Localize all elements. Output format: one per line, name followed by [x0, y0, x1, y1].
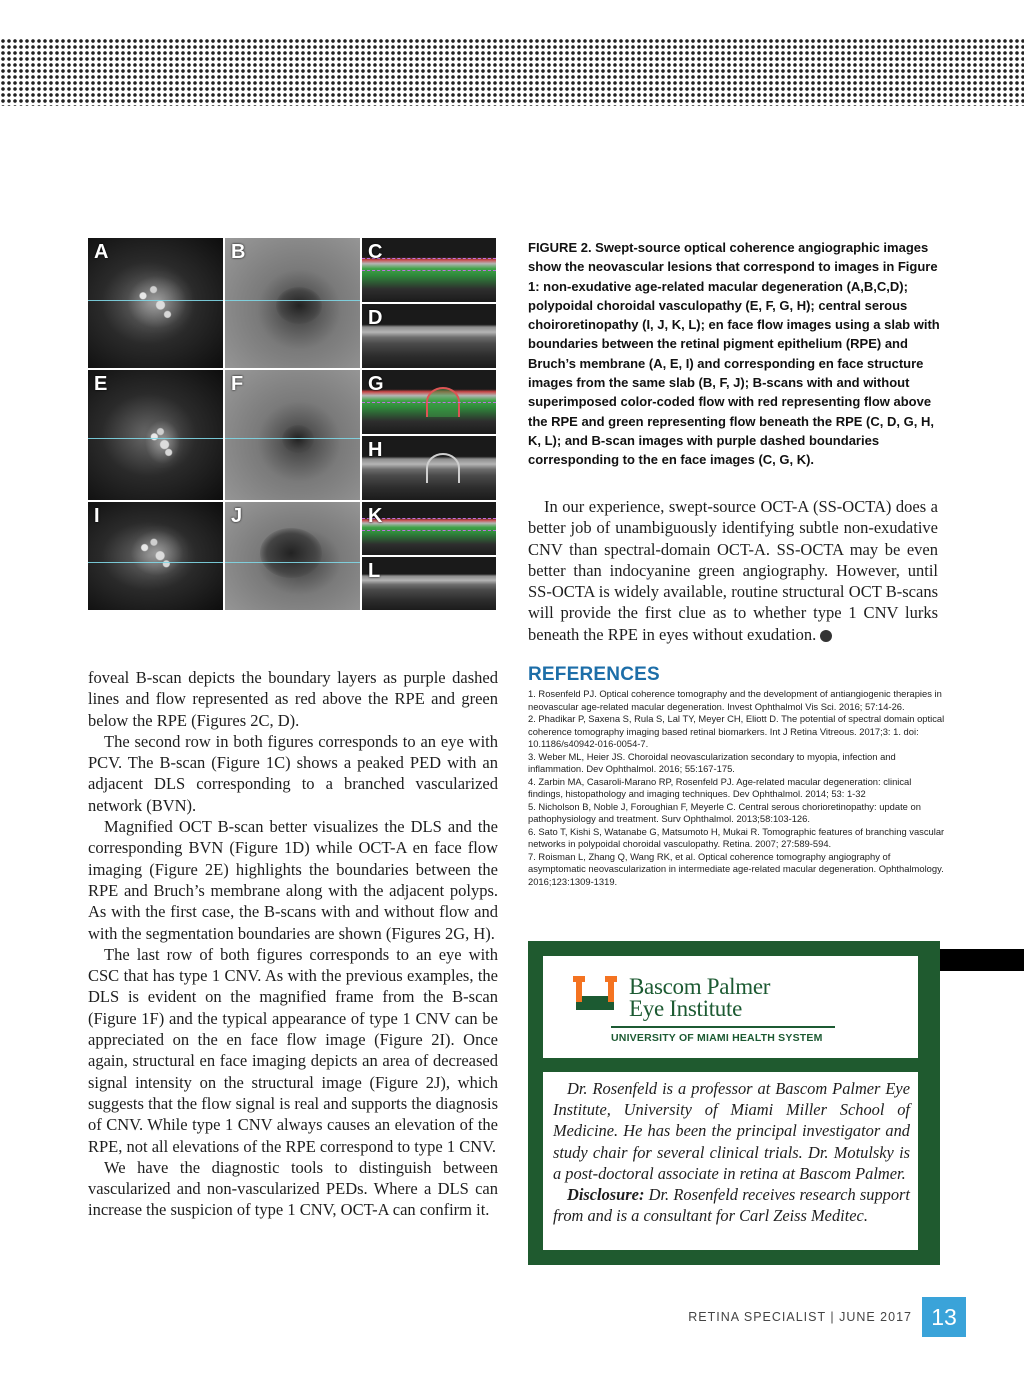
- body-paragraph: Magnified OCT B-scan better visualizes the DLS and the corresponding BVN (Figure 1D) while OCT-A en face flow imaging (Figure 2E) highlights the boundaries between the RPE and Bruch’s membrane along with the adjacent polyps. As with the first case, the B-scans with and without flow and with the segmentation boundaries are shown (Figures 2G, H).: [88, 817, 498, 943]
- figure-panel-f: [225, 370, 360, 500]
- panel-label-l: L: [368, 560, 381, 582]
- flow-lesion-image: [122, 271, 192, 333]
- panel-label-a: A: [94, 241, 109, 263]
- running-footer: RETINA SPECIALIST | JUNE 2017: [688, 1310, 912, 1324]
- figure-panel-j: [225, 502, 360, 610]
- panel-label-e: E: [94, 373, 108, 395]
- panel-label-c: C: [368, 241, 383, 263]
- decorative-black-tab: [940, 949, 1024, 971]
- body-paragraph: [528, 496, 938, 645]
- panel-label-f: F: [231, 373, 244, 395]
- structure-lesion-image: [260, 528, 322, 578]
- figure-panel-h: [362, 436, 496, 500]
- disclosure-paragraph: [553, 1184, 910, 1226]
- right-column-text: [528, 496, 938, 645]
- disclosure-label: Disclosure:: [567, 1185, 645, 1205]
- flow-lesion-image: [126, 526, 188, 580]
- reference-item: 2. Phadikar P, Saxena S, Rula S, Lal TY, Meyer CH, Eliott D. The potential of spectral domain optical coherence tomography imaging based retinal biomarkers. Int J Retina Vitreous. 2017;3: 1. doi: 10.1186/s40942-016-0054-7.: [528, 713, 945, 749]
- references-section: [528, 664, 948, 888]
- figure-panel-d: [362, 304, 496, 368]
- figure-caption: FIGURE 2. Swept-source optical coherence angiographic images show the neovascular lesions that correspond to images in Figure 1: non-exudative age-related macular degeneration (A,B,C,D); polypoidal choroidal vasculopathy (E, F, G, H); central serous choiroretinopathy (I, J, K, L); en face flow images using a slab with boundaries between the retinal pigment epithelium (RPE) and Bruch’s membrane (A, E, I) and corresponding en face structure images from the same slab (B, F, J); B-scans with and without superimposed color-coded flow with red representing flow above the RPE and green representing flow beneath the RPE (C, D, G, H, K, L); and B-scan images with purple dashed boundaries corresponding to the en face images (C, G, K).: [528, 240, 940, 468]
- decorative-dot-band: [0, 38, 1024, 106]
- disclosure-text: Dr. Rosenfeld receives research support from and is a consultant for Carl Zeiss Meditec.: [553, 1185, 910, 1226]
- figure-2-image-grid: [88, 238, 498, 610]
- logo-name-line-2: Eye Institute: [629, 996, 742, 1021]
- logo-name-line-1: Bascom Palmer: [629, 974, 771, 999]
- left-column-text: [88, 667, 498, 1221]
- bscan-column-row-1: [362, 238, 496, 368]
- references-list: [528, 688, 948, 888]
- segmentation-boundary: [362, 530, 496, 531]
- institution-logo: [543, 956, 918, 1058]
- page-number: 13: [922, 1297, 966, 1337]
- rs-end-mark-icon: RS: [820, 630, 832, 642]
- body-paragraph: The last row of both figures corresponds to an eye with CSC that has type 1 CNV. As with the previous examples, the DLS is evident on the magnified frame from the B-scan (Figure 1F) and the typical appearance of type 1 CNV can be appreciated on the en face flow image (Figure 2I). Once again, structural en face imaging depicts an area of decreased signal intensity on the structural image (Figure 2J), which suggests that the flow signal is real and supports the diagnosis of CNV. While type 1 CNV always causes an elevation of the RPE, not all elevations of the RPE correspond to type 1 CNV.: [88, 944, 498, 1156]
- flow-lesion-image: [142, 416, 183, 468]
- panel-label-d: D: [368, 307, 383, 329]
- scan-line: [88, 562, 223, 563]
- figure-panel-c: [362, 238, 496, 302]
- structure-lesion-image: [276, 287, 322, 323]
- segmentation-boundary: [362, 402, 496, 403]
- panel-label-h: H: [368, 439, 383, 461]
- figure-panel-i: [88, 502, 223, 610]
- panel-label-i: I: [94, 505, 100, 527]
- bscan-column-row-2: [362, 370, 496, 500]
- references-heading: REFERENCES: [528, 664, 660, 685]
- scan-line: [225, 438, 360, 439]
- reference-item: 7. Roisman L, Zhang Q, Wang RK, et al. Optical coherence tomography angiography of asymptomatic neovascularization in intermediate age-related macular degeneration. Ophthalmology. 2016;123:1309-1319.: [528, 850, 944, 887]
- figure-panel-g: [362, 370, 496, 434]
- bio-text: [543, 1072, 918, 1250]
- ped-elevation: [426, 453, 460, 483]
- scan-line: [88, 300, 223, 301]
- panel-label-k: K: [368, 505, 383, 527]
- figure-panel-e: [88, 370, 223, 500]
- bio-paragraph: Dr. Rosenfeld is a professor at Bascom Palmer Eye Institute, University of Miami Miller School of Medicine. He has been the principal investigator and study chair for several clinical trials. Dr. Motulsky is a post-doctoral associate in retina at Bascom Palmer.: [553, 1079, 910, 1183]
- panel-label-j: J: [231, 505, 243, 527]
- reference-item: 4. Zarbin MA, Casaroli-Marano RP, Rosenfeld PJ. Age-related macular degeneration: clinical findings, histopathology and imaging techniques. Dev Ophthalmol. 2014; 53: 1-32: [528, 775, 912, 799]
- figure-panel-a: [88, 238, 223, 368]
- author-bio-box: [528, 941, 940, 1265]
- body-paragraph: We have the diagnostic tools to distinguish between vascularized and non-vascularized PEDs. Where a DLS can increase the suspicion of type 1 CNV, OCT-A can confirm it.: [88, 1157, 498, 1220]
- university-u-logo-icon: [573, 976, 617, 1018]
- paragraph-text: In our experience, swept-source OCT-A (SS-OCTA) does a better job of unambiguously identifying subtle non-exudative CNV than spectral-domain OCT-A. SS-OCTA may be even better than indocyanine green angiography. However, until SS-OCTA is widely available, routine structural OCT B-scans will provide the first clue as to whether type 1 CNV lurks beneath the RPE in eyes without exudation.: [528, 497, 938, 644]
- scan-line: [225, 300, 360, 301]
- figure-panel-k: [362, 502, 496, 555]
- panel-label-b: B: [231, 241, 246, 263]
- reference-item: 5. Nicholson B, Noble J, Foroughian F, Meyerle C. Central serous chorioretinopathy: update on pathophysiology and treatment. Surv Ophthalmol. 2013;58:103-126.: [528, 800, 921, 824]
- body-paragraph: foveal B-scan depicts the boundary layers as purple dashed lines and flow represented as red above the RPE and green below the RPE (Figures 2C, D).: [88, 668, 498, 730]
- bscan-column-row-3: [362, 502, 496, 610]
- segmentation-boundary: [362, 270, 496, 271]
- figure-panel-b: [225, 238, 360, 368]
- logo-subtitle: UNIVERSITY OF MIAMI HEALTH SYSTEM: [611, 1026, 835, 1044]
- reference-item: 3. Weber ML, Heier JS. Choroidal neovascularization secondary to myopia, infection and inflammation. Dev Ophthalmol. 2016; 55:167-175.: [528, 750, 896, 774]
- reference-item: 1. Rosenfeld PJ. Optical coherence tomography and the development of antiangiogenic therapies in neovascular age-related macular degeneration. Invest Ophthalmol Vis Sci. 2016; 57:14-26.: [528, 688, 942, 712]
- scan-line: [88, 438, 223, 439]
- panel-label-g: G: [368, 373, 384, 395]
- figure-panel-l: [362, 557, 496, 610]
- reference-item: 6. Sato T, Kishi S, Watanabe G, Matsumoto H, Mukai R. Tomographic features of branching vascular networks in polypoidal choroidal vasculopathy. Retina. 2007; 27:589-594.: [528, 825, 945, 849]
- scan-line: [225, 562, 360, 563]
- body-paragraph: The second row in both figures corresponds to an eye with PCV. The B-scan (Figure 1C) shows a peaked PED with an adjacent DLS corresponding to a branched vascularized network (BVN).: [88, 731, 498, 815]
